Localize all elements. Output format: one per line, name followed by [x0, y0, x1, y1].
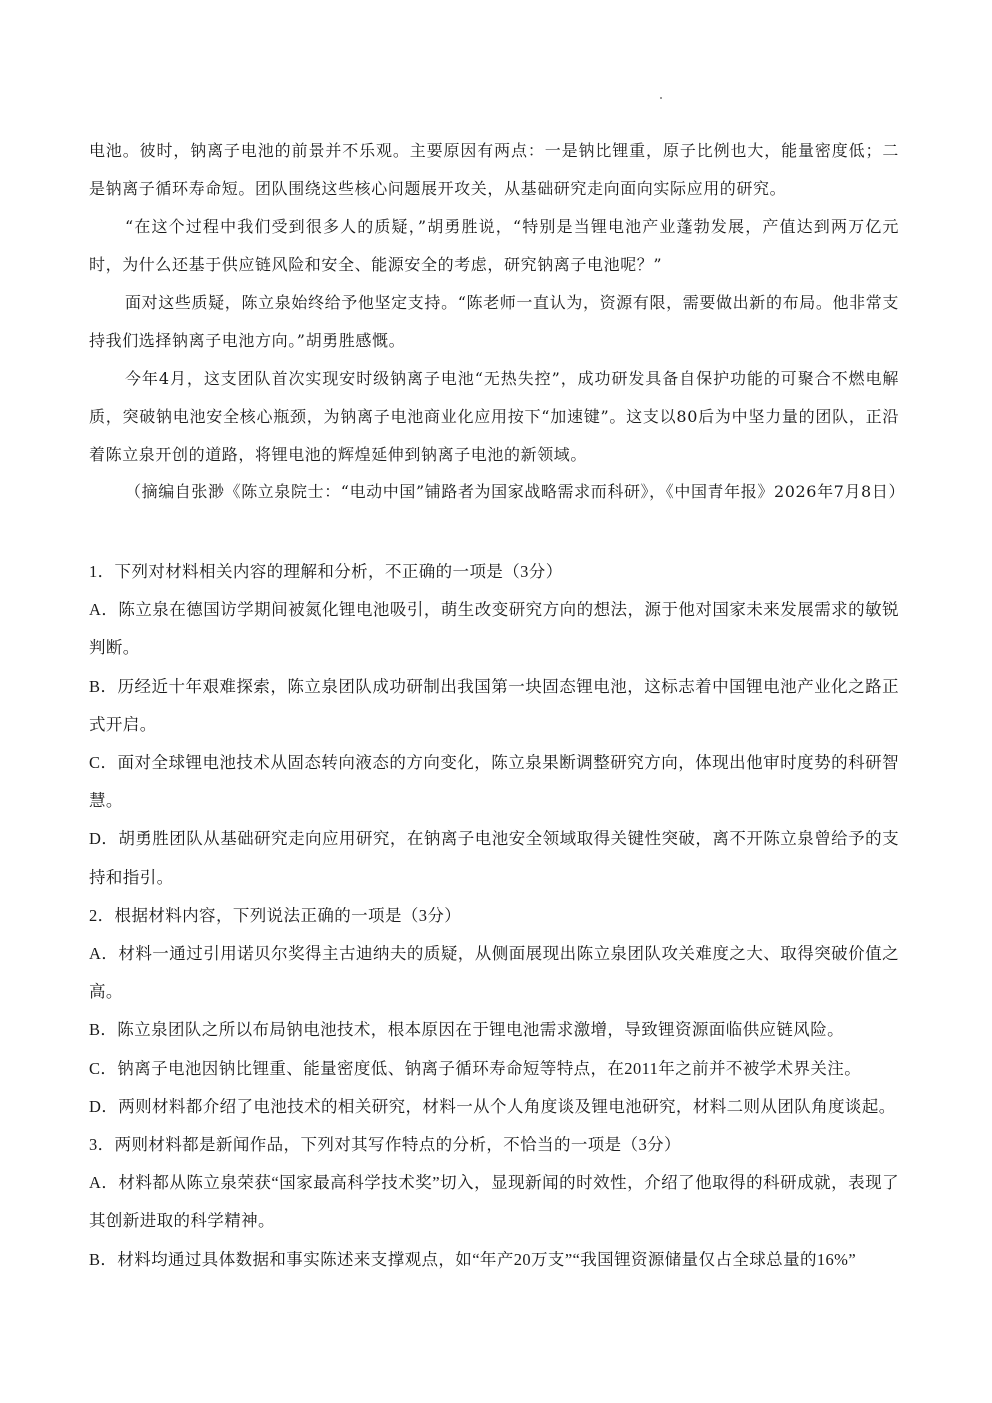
question-3 [89, 1126, 899, 1279]
question-1-option-a: A．陈立泉在德国访学期间被氮化锂电池吸引，萌生改变研究方向的想法，源于他对国家未来发展需求的敏锐判断。 [89, 600, 899, 658]
question-1-stem: 1．下列对材料相关内容的理解和分析，不正确的一项是（3分） [89, 562, 563, 581]
question-1-option-c: C．面对全球锂电池技术从固态转向液态的方向变化，陈立泉果断调整研究方向，体现出他审时度势的科研智慧。 [89, 753, 899, 811]
article-paragraph-4: 今年4月，这支团队首次实现安时级钠离子电池“无热失控”，成功研发具备自保护功能的可聚合不燃电解质，突破钠电池安全核心瓶颈，为钠离子电池商业化应用按下“加速键”。这支以80后为中坚力量的团队，正沿着陈立泉开创的道路，将锂电池的辉煌延伸到钠离子电池的新领域。 [89, 369, 899, 464]
question-3-option-a: A．材料都从陈立泉荣获“国家最高科学技术奖”切入，显现新闻的时效性，介绍了他取得的科研成就，表现了其创新进取的科学精神。 [89, 1173, 899, 1231]
question-2-stem: 2．根据材料内容，下列说法正确的一项是（3分） [89, 905, 462, 925]
question-1-option-b: B．历经近十年艰难探索，陈立泉团队成功研制出我国第一块固态锂电池，这标志着中国锂电池产业化之路正式开启。 [89, 676, 899, 734]
question-2-option-a: A．材料一通过引用诺贝尔奖得主古迪纳夫的质疑，从侧面展现出陈立泉团队攻关难度之大、取得突破价值之高。 [89, 944, 899, 1002]
scan-speck [660, 97, 662, 99]
question-2 [89, 897, 899, 1126]
question-2-option-d: D．两则材料都介绍了电池技术的相关研究，材料一从个人角度谈及锂电池研究，材料二则从团队角度谈起。 [89, 1096, 896, 1116]
question-1-option-d: D．胡勇胜团队从基础研究走向应用研究，在钠离子电池安全领域取得关键性突破，离不开陈立泉曾给予的支持和指引。 [89, 829, 899, 887]
article-body [89, 132, 906, 510]
article-paragraph-3: 面对这些质疑，陈立泉始终给予他坚定支持。“陈老师一直认为，资源有限，需要做出新的布局。他非常支持我们选择钠离子电池方向。”胡勇胜感慨。 [89, 293, 899, 350]
question-3-option-b: B．材料均通过具体数据和事实陈述来支撑观点，如“年产20万支”“我国锂资源储量仅占全球总量的16%” [89, 1249, 857, 1269]
question-list [89, 553, 899, 1279]
question-3-stem: 3．两则材料都是新闻作品，下列对其写作特点的分析，不恰当的一项是（3分） [89, 1135, 681, 1155]
question-1 [89, 553, 899, 897]
article-paragraph-1: 电池。彼时，钠离子电池的前景并不乐观。主要原因有两点：一是钠比锂重，原子比例也大，能量密度低；二是钠离子循环寿命短。团队围绕这些核心问题展开攻关，从基础研究走向面向实际应用的研究。 [89, 141, 899, 198]
article-source: （摘编自张渺《陈立泉院士：“电动中国”铺路者为国家战略需求而科研》，《中国青年报》2026年7月8日） [125, 482, 906, 501]
question-2-option-b: B．陈立泉团队之所以布局钠电池技术，根本原因在于锂电池需求激增，导致锂资源面临供应链风险。 [89, 1020, 845, 1040]
article-paragraph-2: “在这个过程中我们受到很多人的质疑，”胡勇胜说，“特别是当锂电池产业蓬勃发展，产值达到两万亿元时，为什么还基于供应链风险和安全、能源安全的考虑，研究钠离子电池呢？” [89, 217, 899, 274]
question-2-option-c: C．钠离子电池因钠比锂重、能量密度低、钠离子循环寿命短等特点，在2011年之前并不被学术界关注。 [89, 1058, 862, 1078]
